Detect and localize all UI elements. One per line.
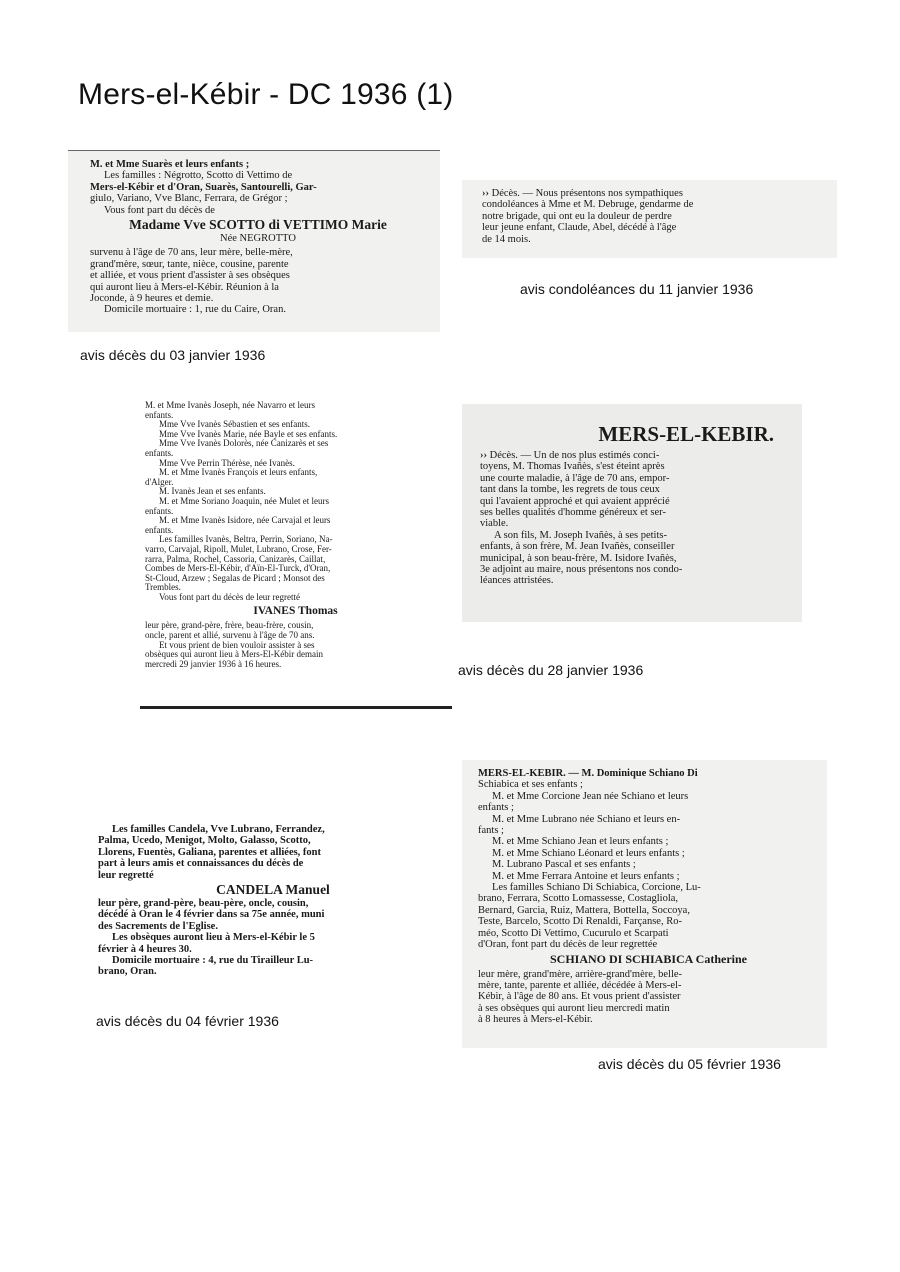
clip-line: leur père, grand-père, beau-père, oncle, cousin, [98, 898, 309, 910]
clip-line: ses belles qualités d'homme généreux et ser- [480, 507, 666, 519]
clip-line: varro, Carvajal, Ripoll, Mulet, Lubrano, Crose, Fer- [145, 543, 332, 554]
caption-11-janvier: avis condoléances du 11 janvier 1936 [520, 281, 754, 297]
caption-04-fevrier: avis décès du 04 février 1936 [96, 1013, 279, 1029]
clip-line: décédé à Oran le 4 février dans sa 75e année, muni [98, 909, 325, 921]
clip-line: d'Oran, font part du décès de leur regrettée [478, 939, 658, 951]
clip-line: enfants. [145, 447, 174, 458]
caption-03-janvier: avis décès du 03 janvier 1936 [80, 347, 266, 363]
clip-line: part à leurs amis et connaissances du décès de [98, 858, 304, 870]
clip-line: M. et Mme Ferrara Antoine et leurs enfants ; [492, 870, 680, 882]
clip-line: mercredi 29 janvier 1936 à 16 heures. [145, 658, 282, 669]
clip-line: léances attristées. [480, 575, 554, 587]
clip-line: Kébir, à l'âge de 80 ans. Et vous prient d'assister [478, 991, 681, 1003]
clip-line: Vous font part du décès de [104, 204, 215, 216]
clip-line: février à 4 heures 30. [98, 943, 192, 955]
clip-line: Palma, Ucedo, Menigot, Molto, Galasso, Scotto, [98, 835, 311, 847]
clip-line: leur regretté [98, 869, 154, 881]
clip-line: tant dans la tombe, les regrets de tous ceux [480, 484, 660, 496]
clip-line: enfants. [145, 409, 174, 420]
clip-line: M. Lubrano Pascal et ses enfants ; [492, 859, 636, 871]
clip-line: Les familles Candela, Vve Lubrano, Ferrandez, [112, 824, 325, 835]
clip-line: Mme Vve Ivanès Sébastien et ses enfants. [159, 419, 311, 430]
clip-line: mère, tante, parente et alliée, décédée à Mers-el- [478, 979, 682, 991]
clip-line: à ses obsèques qui auront lieu mercredi matin [478, 1002, 670, 1014]
clip-line: Les familles Ivanès, Beltra, Perrin, Soriano, Na- [159, 534, 333, 545]
obituary-clipping-scotto-di-vettimo [68, 150, 440, 332]
clip-line: Et vous prient de bien vouloir assister à ses [159, 639, 315, 650]
clip-line: ›› Décès. — Nous présentons nos sympathiques [482, 188, 683, 199]
clip-line: Mers-el-Kébir et d'Oran, Suarès, Santourelli, Gar- [90, 181, 317, 193]
clip-line: Mme Vve Ivanès Marie, née Bayle et ses enfants. [159, 428, 338, 439]
clip-line: M. Ivanès Jean et ses enfants. [159, 486, 266, 497]
clip-line: Domicile mortuaire : 1, rue du Caire, Oran. [104, 304, 286, 316]
clip-line: M. et Mme Lubrano née Schiano et leurs en- [492, 813, 681, 825]
obituary-clipping-ivanes-family [140, 397, 452, 709]
clip-line: Mme Vve Perrin Thérèse, née Ivanès. [159, 457, 295, 468]
clip-line: des Sacrements de l'Eglise. [98, 920, 218, 932]
deceased-name: SCHIANO DI SCHIABICA Catherine [549, 951, 748, 966]
clip-line: méo, Scotto Di Vettimo, Cucurulo et Scarpati [478, 927, 669, 939]
clip-line: Trembles. [145, 582, 181, 593]
clip-line: de 14 mois. [482, 233, 531, 245]
caption-28-janvier: avis décès du 28 janvier 1936 [458, 662, 644, 678]
clip-line: enfants ; [478, 802, 514, 814]
page-title: Mers-el-Kébir - DC 1936 (1) [78, 78, 454, 111]
clip-line: enfants. [145, 505, 174, 516]
clip-line: M. et Mme Ivanès Joseph, née Navarro et leurs [145, 400, 315, 410]
clip-line: Vous font part du décès de leur regretté [159, 591, 301, 602]
clip-line: M. et Mme Soriano Joaquin, née Mulet et leurs [159, 495, 329, 506]
clip-line: notre brigade, qui ont eu la douleur de perdre [482, 210, 672, 222]
clip-line: Schiabica et ses enfants ; [478, 779, 583, 791]
clip-line: leur père, grand-père, frère, beau-frère, cousin, [145, 620, 314, 631]
clip-line: M. et Mme Ivanès Isidore, née Carvajal et leurs [159, 515, 331, 526]
article-heading: MERS-EL-KEBIR. [598, 422, 774, 446]
clip-line: survenu à l'âge de 70 ans, leur mère, belle-mère, [90, 247, 293, 259]
clip-line: obsèques qui auront lieu à Mers-El-Kébir demain [145, 649, 323, 660]
clip-line: M. et Mme Ivanès François et leurs enfants, [159, 467, 318, 478]
clip-line: M. et Mme Corcione Jean née Schiano et leurs [492, 790, 689, 802]
clip-line: Joconde, à 9 heures et demie. [90, 293, 214, 305]
clip-line: enfants. [145, 524, 174, 535]
clip-line: fants ; [478, 825, 504, 837]
clip-line: A son fils, M. Joseph Ivañès, à ses petits- [494, 529, 667, 541]
clip-line: 3e adjoint au maire, nous présentons nos condo- [480, 564, 683, 576]
clip-line: oncle, parent et allié, survenu à l'âge de 70 ans. [145, 630, 315, 641]
clip-line: Les familles Schiano Di Schiabica, Corcione, Lu- [492, 882, 701, 894]
clip-line: brano, Ferrara, Scotto Lomassesse, Costagliola, [478, 893, 679, 905]
clip-line: une courte maladie, à l'âge de 70 ans, empor- [480, 472, 670, 484]
clip-line: Les familles : Négrotto, Scotto di Vettimo de [104, 170, 293, 182]
clip-line [478, 768, 819, 779]
clip-line: toyens, M. Thomas Ivañès, s'est éteint après [480, 461, 665, 473]
clip-line: d'Alger. [145, 476, 174, 487]
clip-line: enfants, à son frère, M. Jean Ivañès, conseiller [480, 541, 675, 553]
obituary-article-ivanes [462, 404, 802, 622]
clip-line: leur jeune enfant, Claude, Abel, décédé à l'âge [482, 222, 677, 234]
article-marker: ›› [482, 188, 492, 199]
deceased-name: CANDELA Manuel [216, 882, 330, 898]
clip-line: Bernard, Garcia, Ruiz, Mattera, Bottella, Soccoya, [478, 904, 690, 916]
clip-line: municipal, à son beau-frère, M. Isidore Ivañès, [480, 552, 677, 564]
deceased-name: IVANES Thomas [253, 605, 338, 618]
caption-05-fevrier: avis décès du 05 février 1936 [598, 1056, 781, 1072]
clip-line: viable. [480, 518, 509, 530]
clip-line: Combes de Mers-El-Kébir, d'Aïn-El-Turck, d'Oran, [145, 563, 331, 574]
clip-line: condoléances à Mme et M. Debruge, gendarme de [482, 199, 694, 211]
clip-line: St-Cloud, Arzew ; Segalas de Picard ; Monsot des [145, 572, 325, 583]
clip-line: brano, Oran. [98, 966, 157, 978]
clip-line: Teste, Barcelo, Scotto Di Renaldi, Farçanse, Ro- [478, 916, 682, 928]
clip-line: M. et Mme Schiano Léonard et leurs enfants ; [492, 847, 685, 859]
maiden-name: Née NEGROTTO [220, 233, 296, 245]
obituary-clipping-candela [92, 822, 452, 994]
deceased-name: Madame Vve SCOTTO di VETTIMO Marie [129, 217, 387, 233]
condolence-clipping-debruge [462, 180, 837, 258]
clip-line: qui l'avaient approché et qui avaient apprécié [480, 495, 670, 507]
article-heading: MERS-EL-KEBIR. — M. Dominique Schiano Di [478, 768, 698, 779]
clip-line: rarra, Palma, Rochel, Cassoria, Canizarès, Caillat, [145, 553, 326, 564]
clip-line: grand'mère, sœur, tante, nièce, cousine, parente [90, 258, 289, 270]
clip-line: Llorens, Fuentès, Galiana, parentes et alliées, font [98, 846, 322, 858]
clip-line: ›› Décès. — Un de nos plus estimés conci- [480, 450, 660, 461]
clip-line: Domicile mortuaire : 4, rue du Tirailleur Lu- [112, 955, 314, 967]
clip-line: et alliée, et vous prient d'assister à ses obsèques [90, 270, 290, 282]
clip-line: giulo, Variano, Vve Blanc, Ferrara, de Grégor ; [90, 193, 288, 205]
clip-line: Les obsèques auront lieu à Mers-el-Kébir le 5 [112, 932, 315, 944]
article-marker: ›› [480, 450, 490, 461]
clip-line: à 8 heures à Mers-el-Kébir. [478, 1014, 593, 1026]
obituary-clipping-schiano [462, 760, 827, 1048]
clip-line: Mme Vve Ivanès Dolorès, née Canizarès et ses [159, 438, 329, 449]
clip-line: M. et Mme Suarès et leurs enfants ; [90, 159, 250, 170]
clip-line: M. et Mme Schiano Jean et leurs enfants ; [492, 836, 669, 848]
clip-line: qui auront lieu à Mers-el-Kébir. Réunion à la [90, 281, 279, 293]
clip-line: leur mère, grand'mère, arrière-grand'mère, belle- [478, 968, 683, 980]
